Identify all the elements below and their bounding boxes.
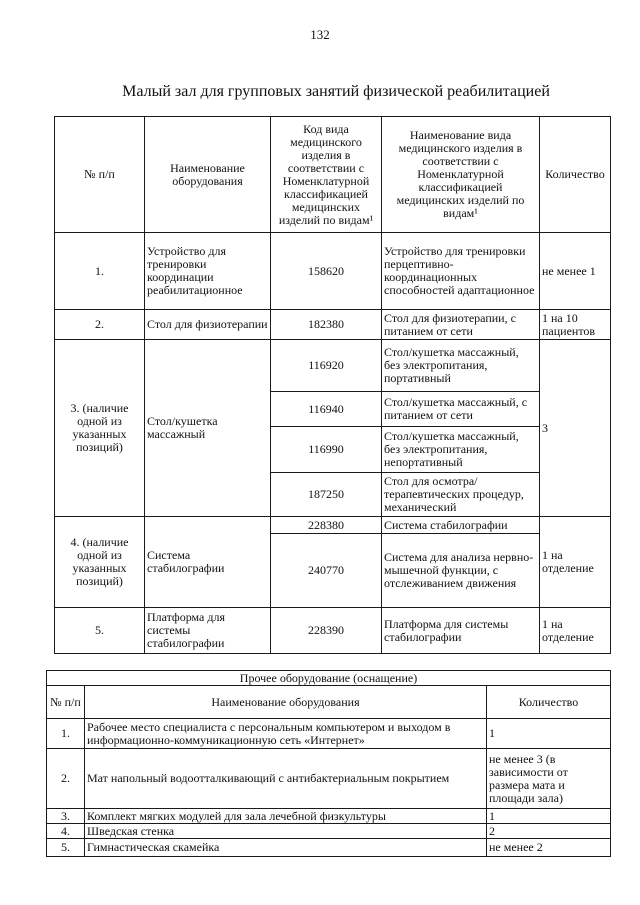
row-kind: Стол для физиотерапии, с питанием от сети bbox=[382, 310, 540, 340]
table-row bbox=[55, 310, 611, 340]
table-row bbox=[47, 824, 611, 839]
row-code: 158620 bbox=[271, 233, 382, 310]
table-header-row bbox=[47, 686, 611, 719]
table-row bbox=[55, 608, 611, 654]
header-qty: Количество bbox=[487, 686, 611, 719]
row-num: 1. bbox=[55, 233, 145, 310]
table-row bbox=[47, 839, 611, 857]
row-qty: 1 bbox=[487, 719, 611, 749]
row-name: Гимнастическая скамейка bbox=[85, 839, 487, 857]
row-name: Шведская стенка bbox=[85, 824, 487, 839]
row-num: 3. (наличие одной из указанных позиций) bbox=[55, 340, 145, 517]
row-qty: не менее 1 bbox=[540, 233, 611, 310]
header-name: Наименование оборудования bbox=[145, 117, 271, 233]
row-name: Комплект мягких модулей для зала лечебной физкультуры bbox=[85, 809, 487, 824]
row-qty: не менее 2 bbox=[487, 839, 611, 857]
row-code: 240770 bbox=[271, 534, 382, 608]
row-num: 3. bbox=[47, 809, 85, 824]
row-qty: 2 bbox=[487, 824, 611, 839]
row-kind: Система стабилографии bbox=[382, 517, 540, 534]
row-name: Устройство для тренировки координации реабилитационное bbox=[145, 233, 271, 310]
row-qty: 1 на отделение bbox=[540, 608, 611, 654]
row-qty: 1 bbox=[487, 809, 611, 824]
table-header-row bbox=[55, 117, 611, 233]
row-kind: Стол/кушетка массажный, без электропитания, непортативный bbox=[382, 427, 540, 473]
header-code: Код вида медицинского изделия в соответствии с Номенклатурной классификацией медицинских изделий по видам¹ bbox=[271, 117, 382, 233]
row-code: 228390 bbox=[271, 608, 382, 654]
other-equipment-table bbox=[46, 670, 611, 857]
row-num: 2. bbox=[47, 749, 85, 809]
row-code: 116990 bbox=[271, 427, 382, 473]
row-code: 116920 bbox=[271, 340, 382, 392]
row-code: 187250 bbox=[271, 473, 382, 517]
row-name: Рабочее место специалиста с персональным компьютером и выходом в информационно-коммуникационную сеть «Интернет» bbox=[85, 719, 487, 749]
equipment-table bbox=[54, 116, 611, 654]
row-num: 5. bbox=[47, 839, 85, 857]
header-name: Наименование оборудования bbox=[85, 686, 487, 719]
row-name: Стол для физиотерапии bbox=[145, 310, 271, 340]
row-code: 116940 bbox=[271, 392, 382, 427]
table-caption: Прочее оборудование (оснащение) bbox=[47, 671, 611, 686]
header-num: № п/п bbox=[47, 686, 85, 719]
row-num: 5. bbox=[55, 608, 145, 654]
table-row bbox=[55, 340, 611, 392]
table-row bbox=[47, 719, 611, 749]
row-qty: не менее 3 (в зависимости от размера мата и площади зала) bbox=[487, 749, 611, 809]
row-kind: Стол/кушетка массажный, без электропитания, портативный bbox=[382, 340, 540, 392]
row-kind: Стол/кушетка массажный, с питанием от сети bbox=[382, 392, 540, 427]
header-kind: Наименование вида медицинского изделия в соответствии с Номенклатурной классификацией медицинских изделий по видам¹ bbox=[382, 117, 540, 233]
page-number: 132 bbox=[310, 27, 330, 42]
row-code: 182380 bbox=[271, 310, 382, 340]
row-kind: Стол для осмотра/ терапевтических процедур, механический bbox=[382, 473, 540, 517]
row-num: 4. (наличие одной из указанных позиций) bbox=[55, 517, 145, 608]
row-kind: Устройство для тренировки перцептивно-координационных способностей адаптационное bbox=[382, 233, 540, 310]
row-name: Мат напольный водоотталкивающий с антибактериальным покрытием bbox=[85, 749, 487, 809]
row-qty: 1 на 10 пациентов bbox=[540, 310, 611, 340]
table-row bbox=[55, 233, 611, 310]
table-row bbox=[47, 749, 611, 809]
row-name: Платформа для системы стабилографии bbox=[145, 608, 271, 654]
row-code: 228380 bbox=[271, 517, 382, 534]
row-num: 2. bbox=[55, 310, 145, 340]
table-caption-row bbox=[47, 671, 611, 686]
row-name: Стол/кушетка массажный bbox=[145, 340, 271, 517]
row-qty: 3 bbox=[540, 340, 611, 517]
row-qty: 1 на отделение bbox=[540, 517, 611, 608]
page-title: Малый зал для групповых занятий физической реабилитацией bbox=[122, 83, 550, 100]
row-kind: Платформа для системы стабилографии bbox=[382, 608, 540, 654]
row-num: 4. bbox=[47, 824, 85, 839]
table-row bbox=[47, 809, 611, 824]
row-name: Система стабилографии bbox=[145, 517, 271, 608]
header-num: № п/п bbox=[55, 117, 145, 233]
header-qty: Количество bbox=[540, 117, 611, 233]
row-num: 1. bbox=[47, 719, 85, 749]
table-row bbox=[55, 517, 611, 534]
row-kind: Система для анализа нервно-мышечной функции, с отслеживанием движения bbox=[382, 534, 540, 608]
